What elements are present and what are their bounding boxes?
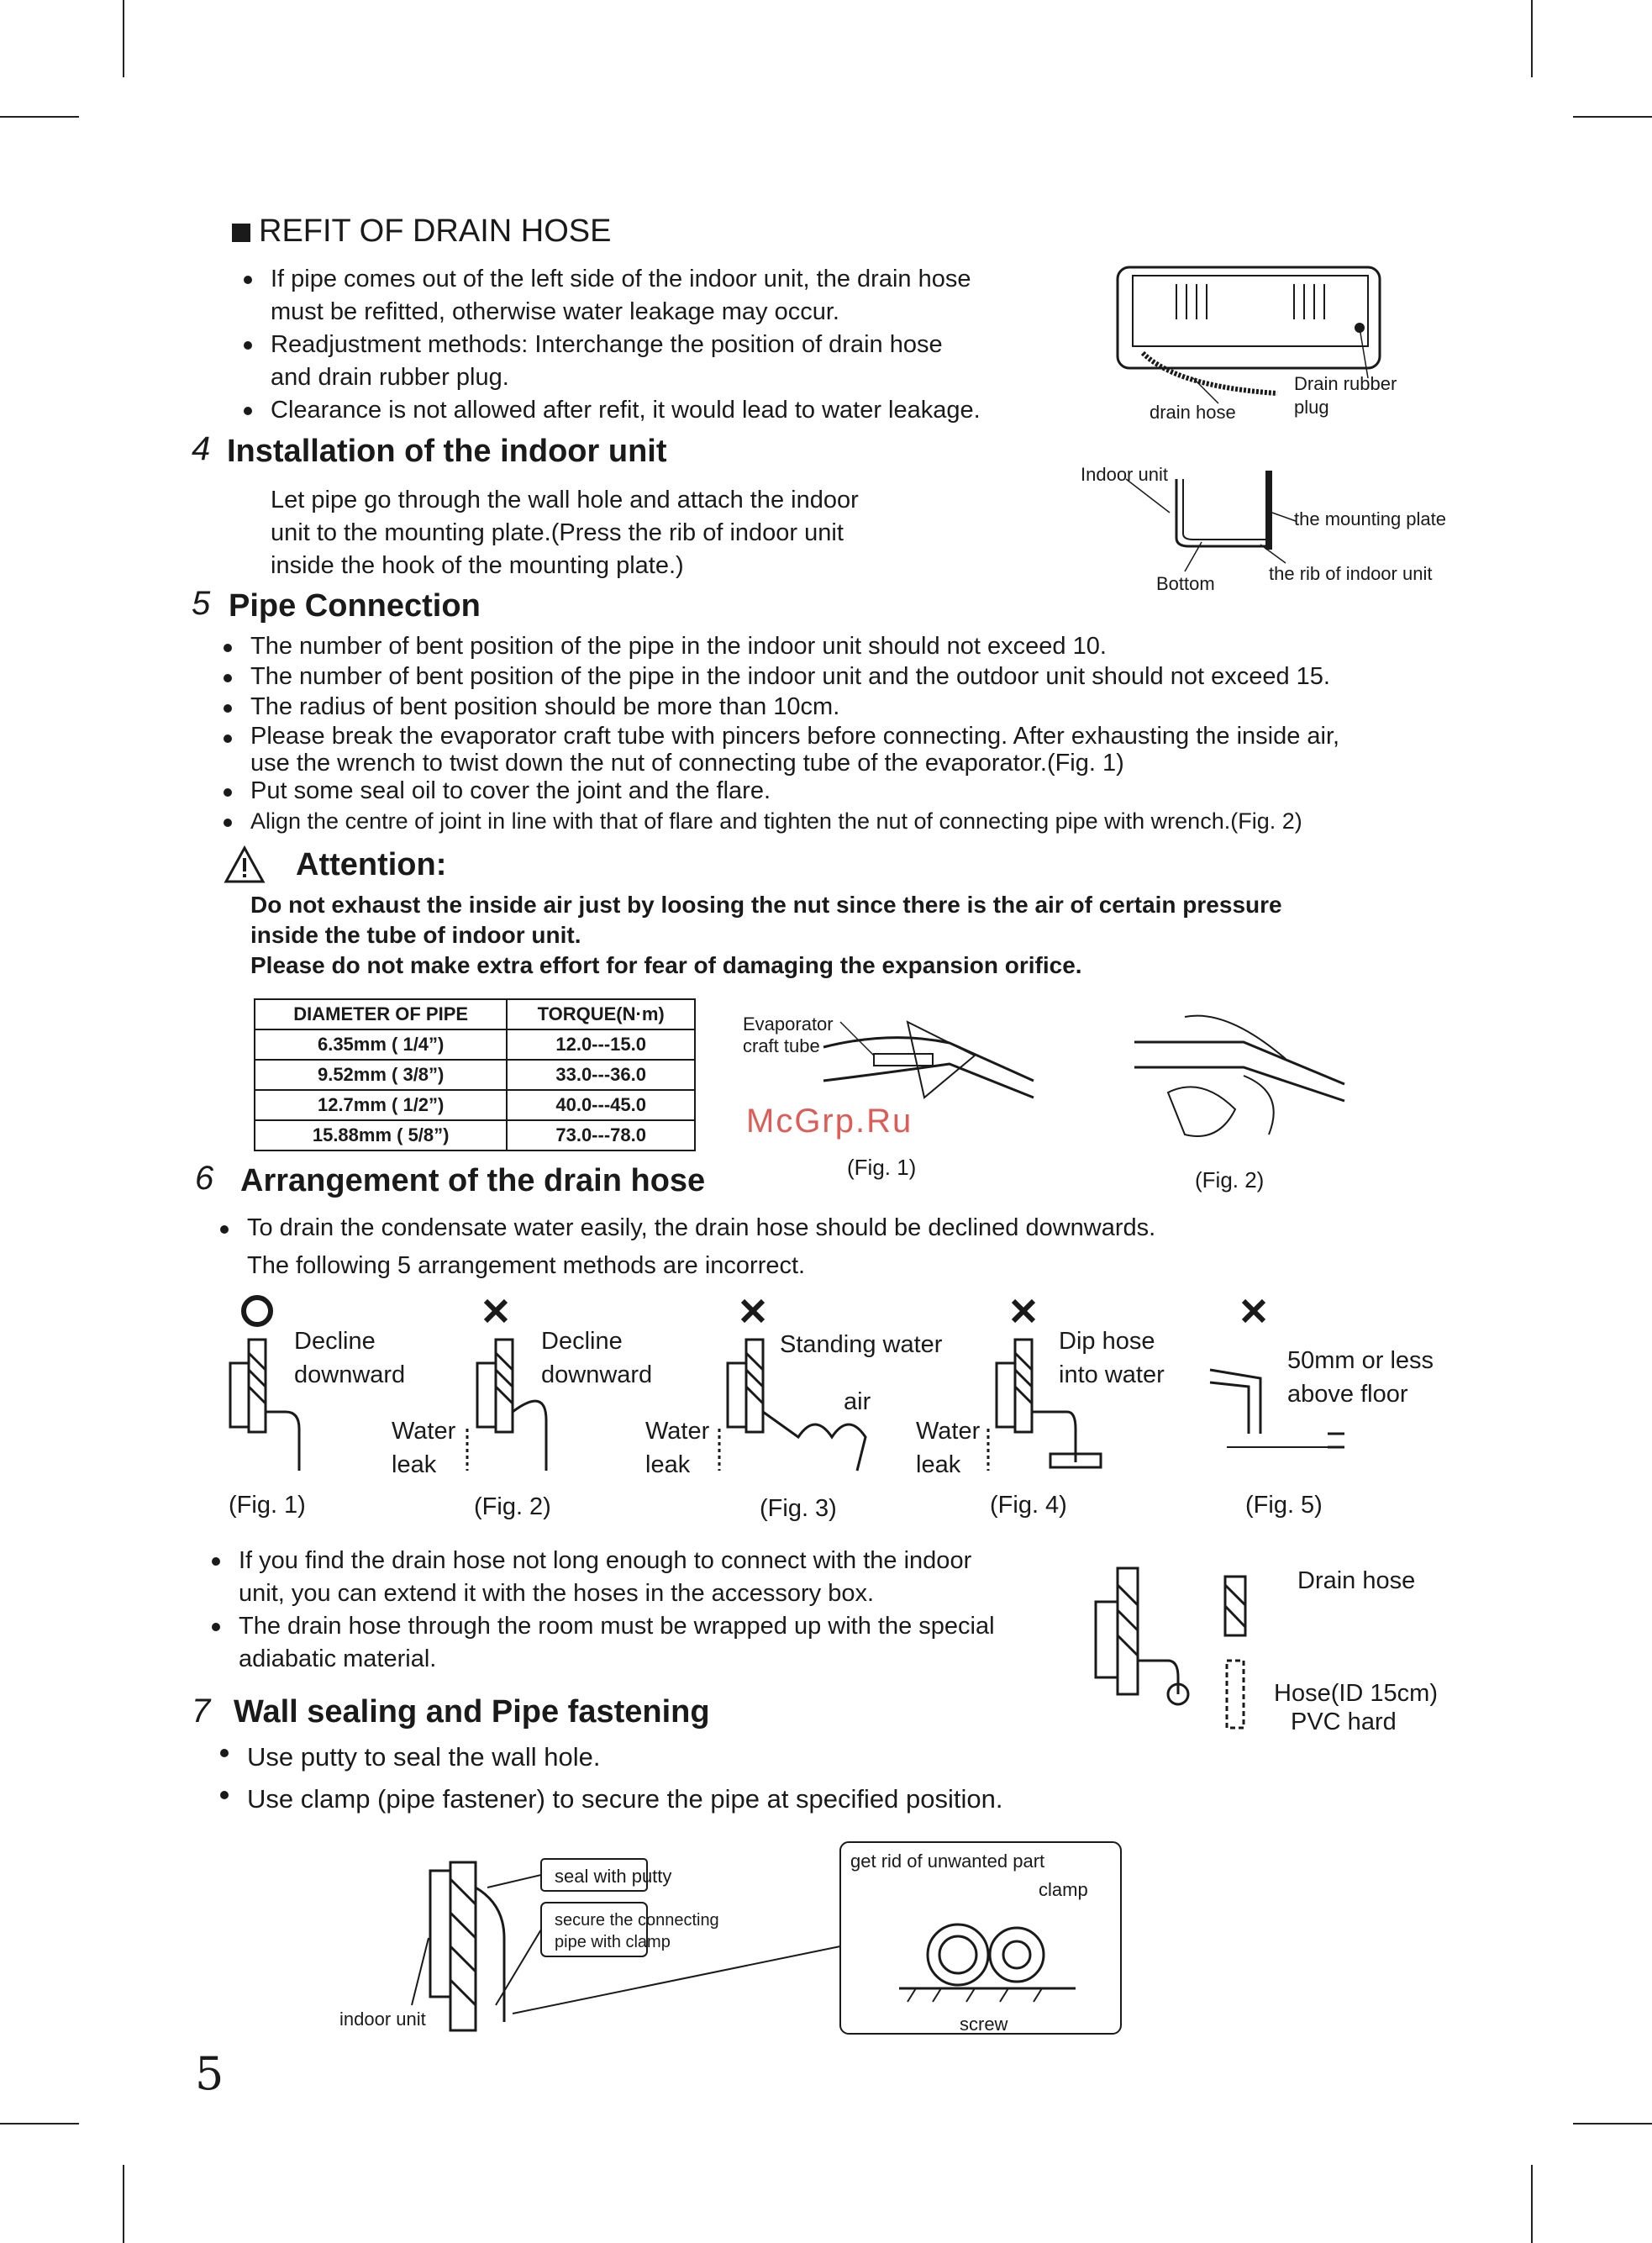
clamp-label: clamp — [1039, 1879, 1088, 1900]
list-item: use the wrench to twist down the nut of connecting tube of the evaporator.(Fig. 1) — [250, 750, 1124, 777]
drain-arrangement-bullets — [247, 1213, 1155, 1243]
fig-label: Dip hose — [1059, 1328, 1155, 1355]
watermark: McGrp.Ru — [746, 1103, 913, 1140]
figure-caption: (Fig. 2) — [1195, 1167, 1265, 1193]
table-header: TORQUE(N·m) — [507, 999, 695, 1029]
table-row — [255, 1120, 695, 1150]
indoor-unit-label: Indoor unit — [1081, 464, 1168, 485]
fig-label: Water — [916, 1418, 981, 1445]
fig-label: Decline — [541, 1328, 623, 1355]
list-item: Put some seal oil to cover the joint and the flare. — [250, 776, 1339, 806]
hose-extension-figure — [1084, 1560, 1286, 1728]
plug-label: plug — [1294, 397, 1329, 418]
table-row — [255, 1060, 695, 1090]
fig-label: Water — [392, 1418, 456, 1445]
fig-label: downward — [294, 1361, 406, 1388]
table-cell: 40.0---45.0 — [507, 1090, 695, 1120]
crop-mark — [1531, 2165, 1533, 2243]
section-number: 5 — [192, 585, 211, 622]
refit-bullets — [271, 263, 981, 427]
crop-mark — [1573, 2123, 1652, 2125]
list-item: adiabatic material. — [239, 1645, 437, 1672]
list-item: The drain hose through the room must be wrapped up with the special — [239, 1610, 995, 1643]
mounting-plate-label: the mounting plate — [1294, 508, 1447, 529]
figure-caption: (Fig. 1) — [847, 1155, 917, 1180]
fig-label: downward — [541, 1361, 653, 1388]
table-row — [255, 1029, 695, 1060]
crop-mark — [1531, 0, 1533, 77]
attention-line: Please do not make extra effort for fear of damaging the expansion orifice. — [250, 952, 1082, 978]
rid-label: get rid of unwanted part — [850, 1851, 1045, 1872]
section-title: Installation of the indoor unit — [227, 434, 667, 469]
fig-label: into water — [1059, 1361, 1165, 1388]
list-item: Please break the evaporator craft tube with pincers before connecting. After exhausting the inside air, — [250, 723, 1340, 750]
figure-caption: (Fig. 4) — [990, 1492, 1067, 1519]
drain-hose-label: Drain hose — [1297, 1567, 1416, 1594]
square-bullet-icon — [232, 224, 250, 242]
text-line: unit to the mounting plate.(Press the rib of indoor unit — [271, 519, 844, 546]
list-item: If you find the drain hose not long enough to connect with the indoor — [239, 1545, 995, 1577]
refit-title: REFIT OF DRAIN HOSE — [259, 213, 612, 249]
section-title: Pipe Connection — [229, 588, 481, 624]
fig-label: leak — [916, 1451, 961, 1478]
rib-label: the rib of indoor unit — [1269, 563, 1433, 584]
secure-label: pipe with clamp — [555, 1933, 671, 1951]
drain-rubber-label: Drain rubber — [1294, 373, 1397, 394]
warning-icon — [224, 845, 266, 884]
list-item: Clearance is not allowed after refit, it would lead to water leakage. — [271, 394, 981, 427]
crop-mark — [0, 116, 79, 118]
list-item: Use clamp (pipe fastener) to secure the pipe at specified position. — [247, 1778, 1002, 1820]
fig-label: 50mm or less — [1287, 1347, 1434, 1374]
torque-table — [254, 998, 696, 1151]
list-item: Use putty to seal the wall hole. — [247, 1736, 1002, 1778]
attention-title: Attention: — [296, 847, 447, 882]
table-row — [255, 1090, 695, 1120]
crop-mark — [0, 2123, 79, 2125]
bottom-label: Bottom — [1156, 573, 1215, 594]
crop-mark — [123, 0, 124, 77]
table-header: DIAMETER OF PIPE — [255, 999, 507, 1029]
crop-mark — [1573, 116, 1652, 118]
fig-label: Water — [645, 1418, 710, 1445]
extension-bullets — [239, 1545, 995, 1676]
figure-caption: (Fig. 2) — [474, 1493, 551, 1520]
wrench-figure — [1134, 1008, 1370, 1151]
list-item: The number of bent position of the pipe in the indoor unit should not exceed 10. — [250, 631, 1339, 661]
secure-label: secure the connecting — [555, 1911, 719, 1930]
section-title: Arrangement of the drain hose — [240, 1163, 706, 1198]
fig-label: leak — [645, 1451, 691, 1478]
fig-label: air — [844, 1388, 871, 1415]
table-cell: 9.52mm ( 3/8”) — [255, 1060, 507, 1090]
pvc-label: PVC hard — [1291, 1709, 1397, 1735]
list-item: Readjustment methods: Interchange the position of drain hose — [271, 329, 981, 361]
evaporator-label: Evaporator — [743, 1014, 834, 1035]
list-item: unit, you can extend it with the hoses in the accessory box. — [239, 1580, 875, 1607]
attention-line: Do not exhaust the inside air just by loosing the nut since there is the air of certain pressure — [250, 892, 1282, 918]
table-cell: 6.35mm ( 1/4”) — [255, 1029, 507, 1060]
text-line: The following 5 arrangement methods are incorrect. — [247, 1252, 806, 1279]
text-line: Let pipe go through the wall hole and attach the indoor — [271, 487, 859, 513]
list-item: Align the centre of joint in line with that of flare and tighten the nut of connecting pipe with wrench.(Fig. 2) — [250, 806, 1339, 836]
wall-sealing-bullets — [247, 1736, 1002, 1820]
crop-mark — [123, 2165, 124, 2243]
table-cell: 12.0---15.0 — [507, 1029, 695, 1060]
section-number: 4 — [192, 430, 211, 467]
text-line: inside the hook of the mounting plate.) — [271, 552, 684, 579]
fig-label: above floor — [1287, 1381, 1408, 1408]
list-item: must be refitted, otherwise water leakage may occur. — [271, 298, 839, 325]
indoor-unit-drain-figure — [1109, 244, 1395, 429]
pipe-connection-bullets — [250, 631, 1339, 836]
table-cell: 33.0---36.0 — [507, 1060, 695, 1090]
list-item: The number of bent position of the pipe in the indoor unit and the outdoor unit should not exceed 15. — [250, 661, 1339, 692]
table-cell: 73.0---78.0 — [507, 1120, 695, 1150]
seal-label: seal with putty — [555, 1866, 672, 1887]
list-item: The radius of bent position should be more than 10cm. — [250, 692, 1339, 722]
screw-label: screw — [960, 2014, 1008, 2035]
drain-hose-label: drain hose — [1150, 402, 1236, 423]
fig-label: Decline — [294, 1328, 376, 1355]
figure-caption: (Fig. 1) — [229, 1492, 306, 1519]
craft-tube-label: craft tube — [743, 1035, 820, 1056]
page-number: 5 — [195, 2047, 224, 2100]
list-item: If pipe comes out of the left side of the indoor unit, the drain hose — [271, 263, 981, 296]
attention-line: inside the tube of indoor unit. — [250, 922, 581, 948]
fig-label: leak — [392, 1451, 437, 1478]
figure-caption: (Fig. 3) — [760, 1495, 837, 1522]
section-title: Wall sealing and Pipe fastening — [234, 1694, 710, 1730]
section-number: 6 — [195, 1160, 214, 1197]
list-item: and drain rubber plug. — [271, 364, 509, 391]
indoor-unit-label: indoor unit — [339, 2009, 426, 2030]
list-item: To drain the condensate water easily, the drain hose should be declined downwards. — [247, 1214, 1156, 1241]
table-cell: 12.7mm ( 1/2”) — [255, 1090, 507, 1120]
section-number: 7 — [192, 1693, 211, 1730]
table-cell: 15.88mm ( 5/8”) — [255, 1120, 507, 1150]
fig-label: Standing water — [780, 1331, 943, 1358]
hose-id-label: Hose(ID 15cm) — [1274, 1680, 1438, 1707]
figure-caption: (Fig. 5) — [1245, 1492, 1323, 1519]
